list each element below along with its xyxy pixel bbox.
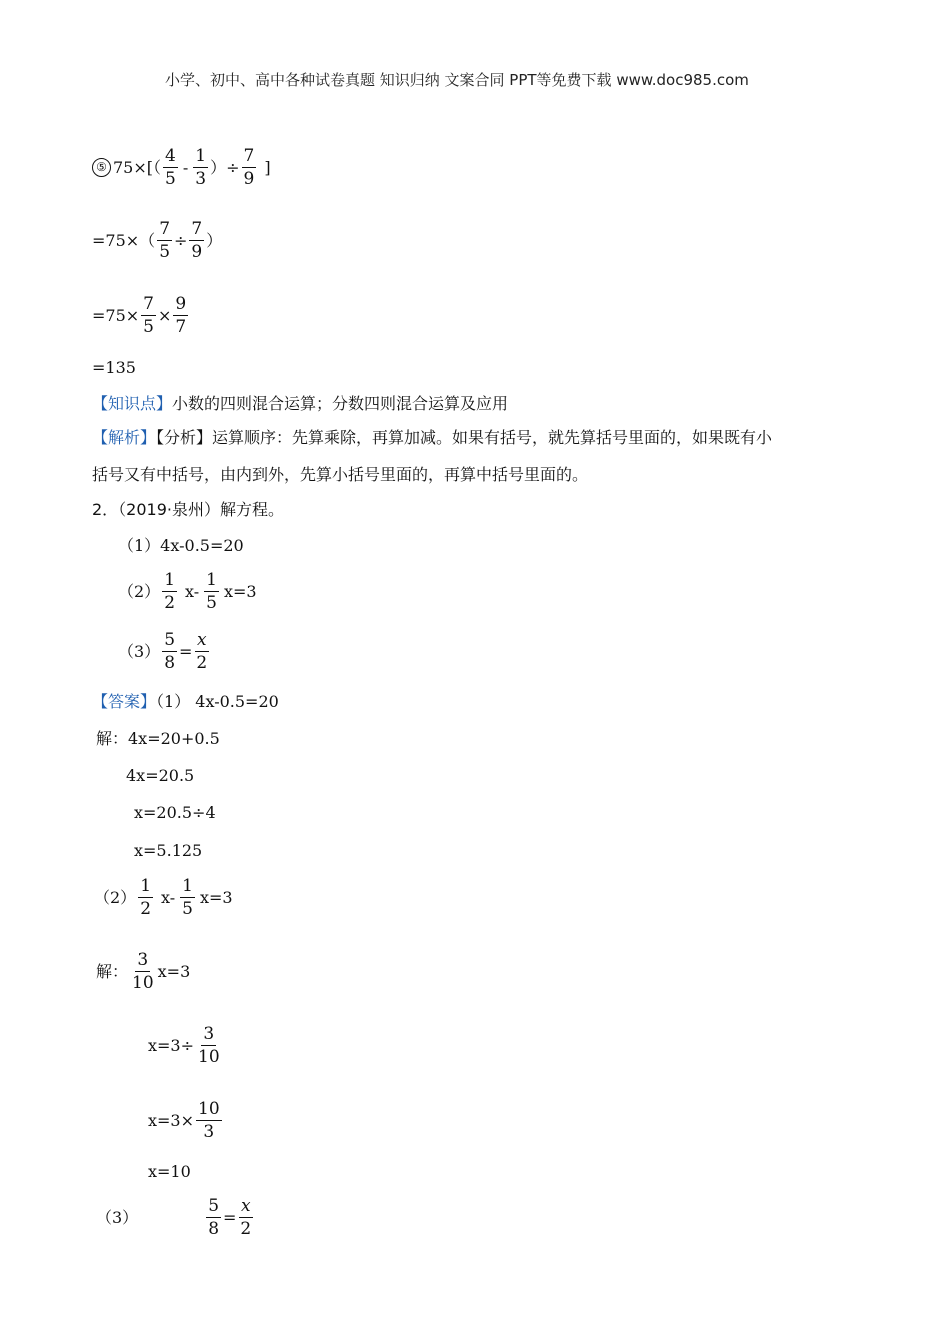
question-2-title: 2．（2019·泉州）解方程。 [92, 500, 284, 519]
fraction: $\frac{7}{9}$ [191, 219, 203, 262]
answer-step: 4x=20.5 [126, 766, 195, 785]
answer-step: 解：4x=20+0.5 [96, 729, 220, 748]
fraction: $\frac{1}{2}$ [140, 876, 152, 919]
expr-part: =75×（ [92, 230, 156, 250]
answer-part1-head: （1） 4x-0.5=20 [156, 692, 279, 711]
answer-part2-result: x=10 [148, 1162, 191, 1181]
expr-part: x=3 [200, 887, 233, 907]
q2-part3 [118, 630, 211, 673]
fraction: $\frac{1}{2}$ [164, 570, 176, 613]
q1-5-line1 [92, 146, 271, 189]
expr-part: x=3 [224, 581, 257, 601]
expr-part: ）÷ [210, 157, 240, 177]
fraction: $\frac{3}{10}$ [198, 1024, 220, 1067]
fraction: $\frac{7}{5}$ [143, 294, 154, 337]
fraction: $\frac{4}{5}$ [165, 146, 176, 189]
expr-part: × [158, 305, 172, 325]
expr-part: x=3÷ [148, 1035, 195, 1055]
q2-part2 [118, 570, 257, 613]
answer-part2-step3 [148, 1099, 224, 1142]
fraction: $\frac{10}{3}$ [198, 1099, 220, 1142]
part-label: （3） [96, 1207, 139, 1227]
q2-part1: （1）4x-0.5=20 [118, 536, 244, 555]
q1-5-line3 [92, 294, 190, 337]
expr-part: - [182, 157, 189, 177]
fraction: $\frac{3}{10}$ [132, 950, 154, 993]
expr-part: ] [264, 157, 271, 177]
solve-label: 解： [96, 961, 129, 981]
part-label: （2） [94, 887, 137, 907]
part-label: （3） [118, 641, 161, 661]
expr-part: 75×[（ [113, 157, 162, 177]
answer-part3-head [96, 1196, 255, 1239]
answer-header [92, 691, 279, 713]
expr-part: x=3× [148, 1110, 195, 1130]
expr-part: x- [161, 887, 176, 907]
analysis-tag: 【解析】 [92, 428, 157, 447]
fraction: $\frac{1}{3}$ [195, 146, 207, 189]
answer-step: x=20.5÷4 [134, 803, 216, 822]
fraction: $\frac{5}{8}$ [164, 630, 176, 673]
fraction: $\frac{7}{5}$ [159, 219, 171, 262]
analysis-line2: 括号又有中括号，由内到外，先算小括号里面的，再算中括号里面的。 [92, 465, 589, 484]
q1-5-result: =135 [92, 358, 136, 377]
expr-part: =75× [92, 305, 140, 325]
fraction: $\frac{7}{9}$ [243, 146, 255, 189]
analysis-text: 运算顺序：先算乘除，再算加减。如果有括号，就先算括号里面的，如果既有小 [212, 428, 773, 447]
expr-part: x=3 [157, 961, 191, 981]
knowledge-tag: 【知识点】 [92, 394, 173, 413]
circled-number: ⑤ [92, 158, 111, 177]
answer-part2-step1 [96, 950, 190, 993]
knowledge-text: 小数的四则混合运算；分数四则混合运算及应用 [172, 394, 509, 413]
answer-part2-head [94, 876, 233, 919]
fraction: $\frac{1}{5}$ [182, 876, 193, 919]
answer-part2-step2 [148, 1024, 224, 1067]
page-header: 小学、初中、高中各种试卷真题 知识归纳 文案合同 PPT等免费下载 www.doc985.com [165, 71, 749, 89]
q1-5-line2 [92, 219, 222, 262]
expr-part: x- [185, 581, 200, 601]
analysis-line1 [92, 427, 772, 449]
knowledge-point [92, 393, 508, 415]
answer-tag: 【答案】 [92, 692, 157, 711]
fraction: $\frac{x}{2}$ [240, 1196, 252, 1239]
fraction: $\frac{5}{8}$ [208, 1196, 220, 1239]
answer-step: x=5.125 [134, 841, 203, 860]
fraction: $\frac{x}{2}$ [196, 630, 208, 673]
equals-sign: = [223, 1207, 237, 1227]
fraction: $\frac{1}{5}$ [206, 570, 217, 613]
expr-part: ） [206, 230, 223, 250]
expr-part: ÷ [174, 230, 188, 250]
fraction: $\frac{9}{7}$ [175, 294, 187, 337]
part-label: （2） [118, 581, 161, 601]
equals-sign: = [179, 641, 193, 661]
analysis-subtag: 【分析】 [156, 428, 213, 447]
